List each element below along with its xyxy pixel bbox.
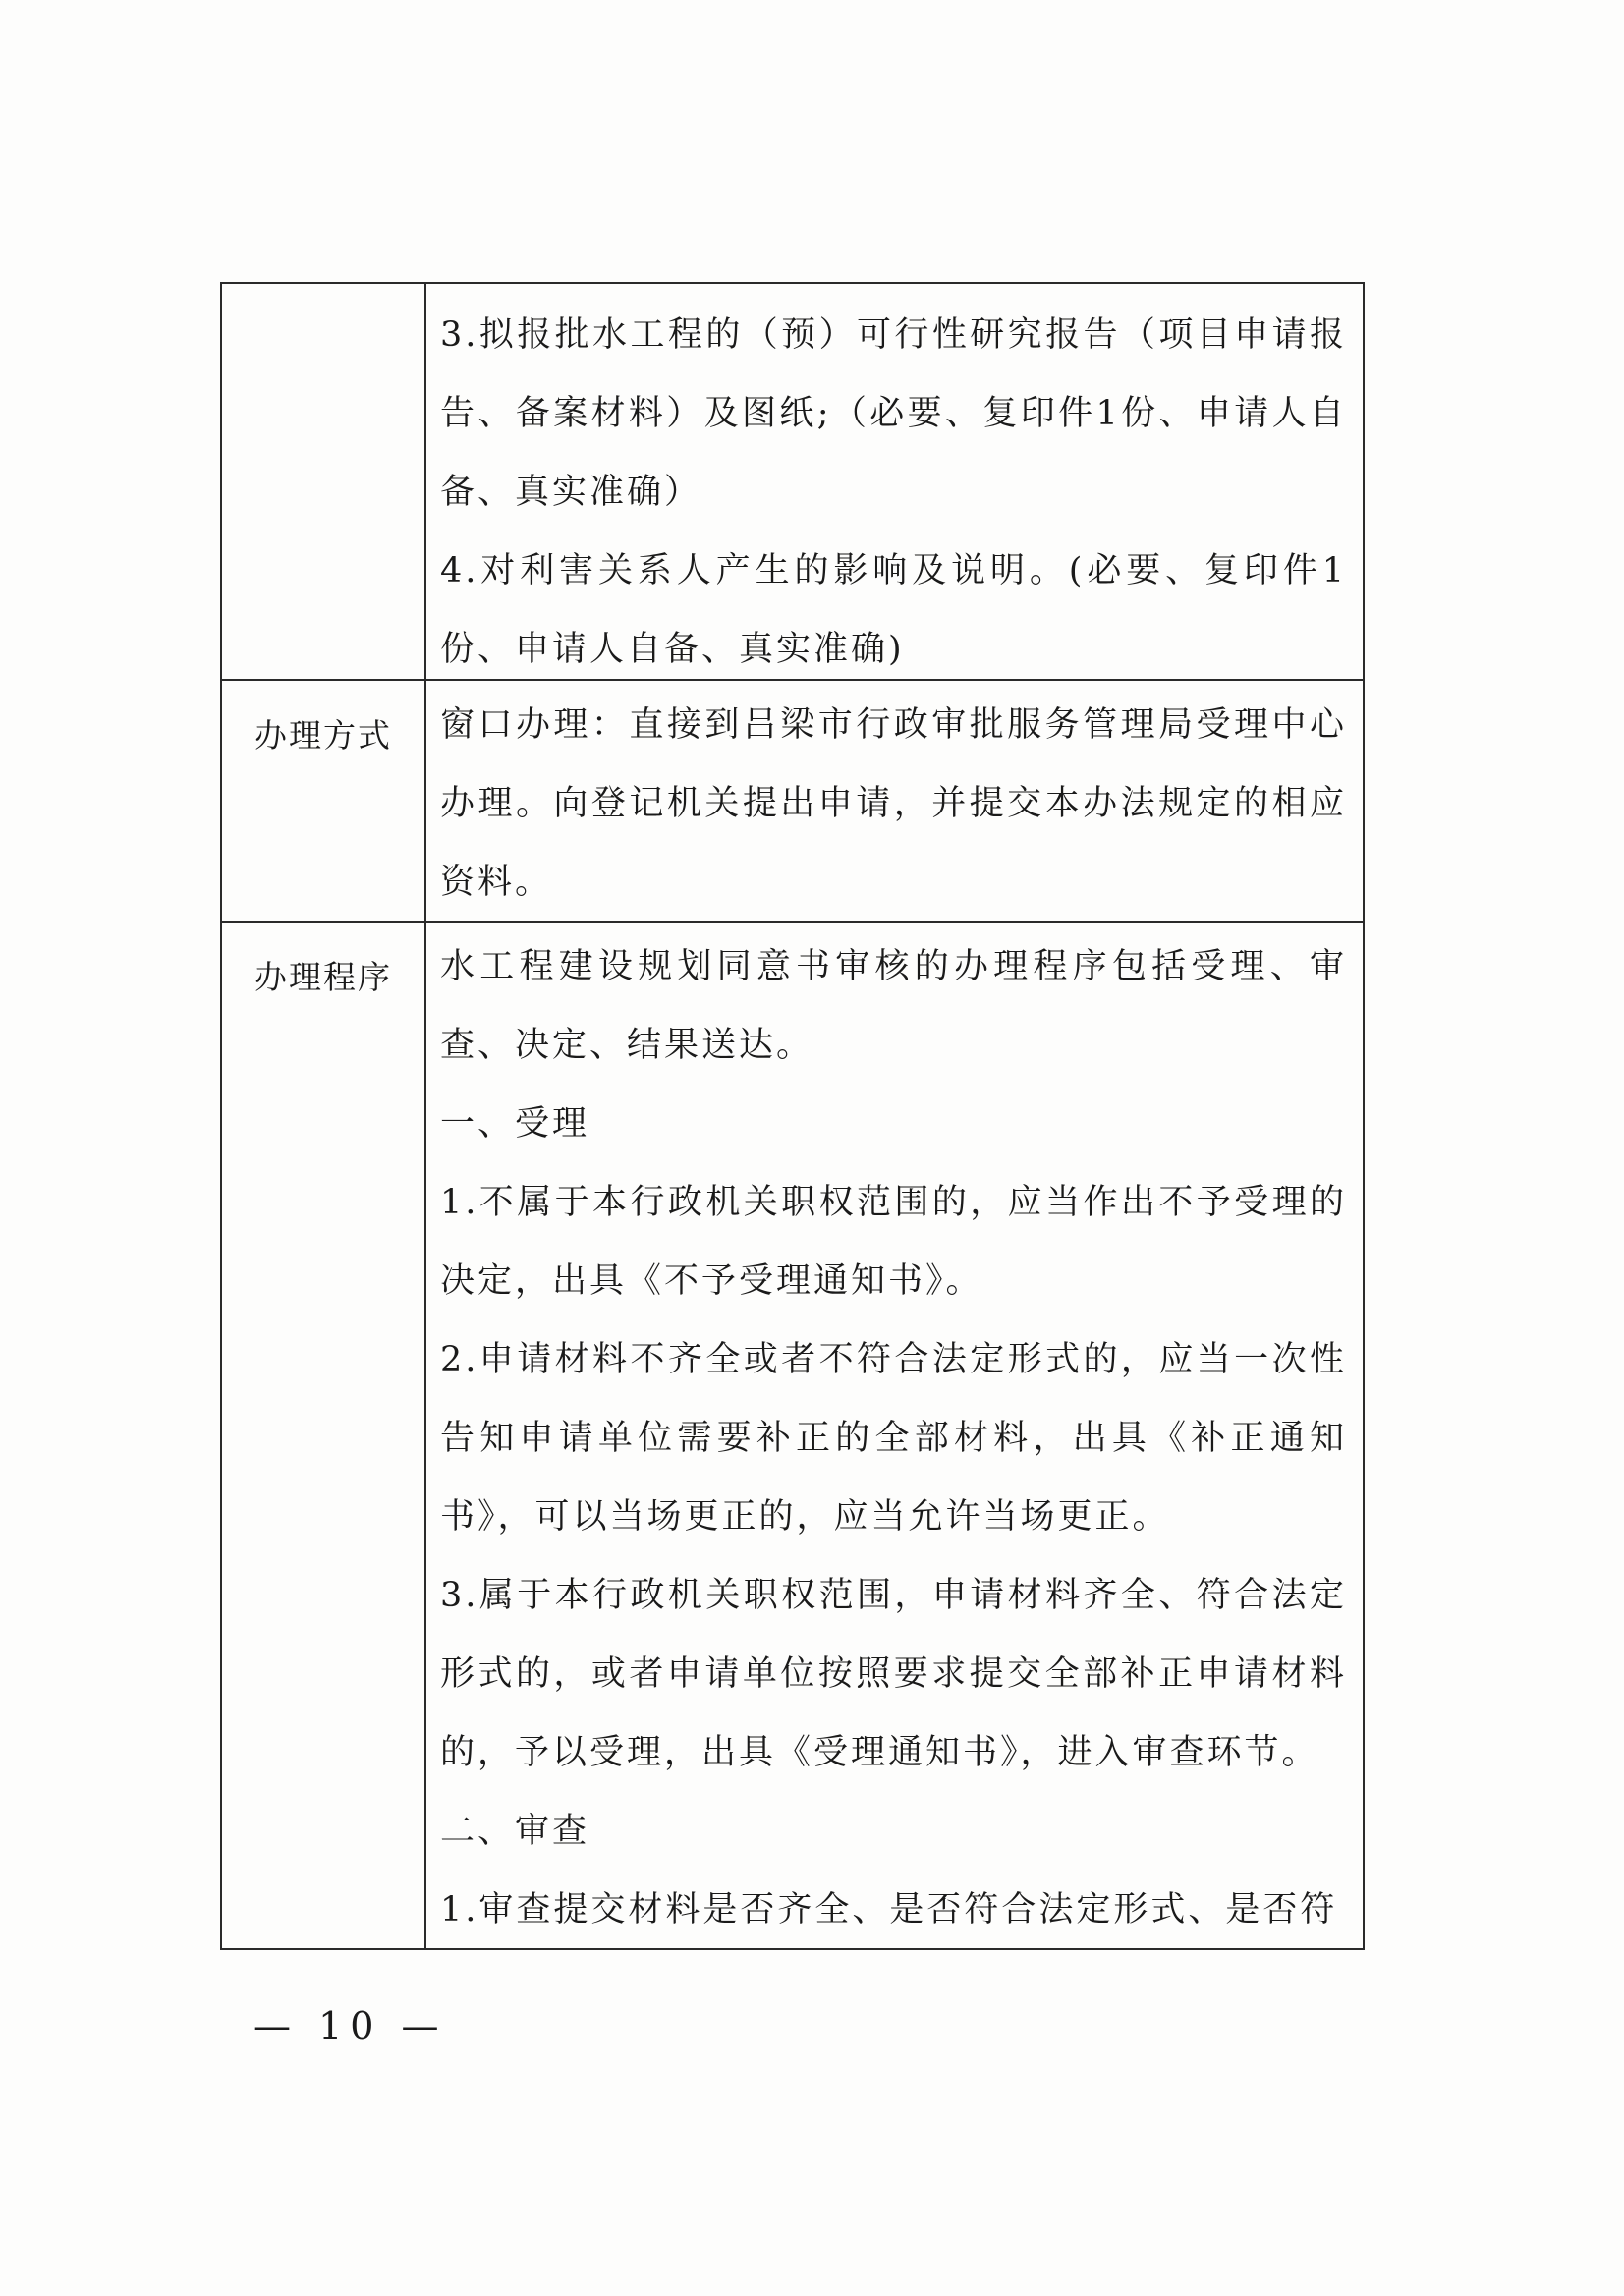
- content-paragraph: 4.对利害关系人产生的影响及说明。(必要、复印件1份、申请人自备、真实准确): [440, 551, 1347, 669]
- table-row: [222, 284, 1363, 681]
- table-row: [222, 923, 1363, 1950]
- section-heading: 一、受理: [440, 1104, 590, 1144]
- row-content: [426, 681, 1363, 921]
- content-paragraph: 3.拟报批水工程的（预）可行性研究报告（项目申请报告、备案材料）及图纸;（必要、复印件1份、申请人自备、真实准确）: [440, 315, 1347, 512]
- page-number: — 10 —: [253, 2004, 447, 2047]
- content-paragraph: 1.审查提交材料是否齐全、是否符合法定形式、是否符: [440, 1890, 1338, 1930]
- table-row: [222, 681, 1363, 923]
- row-label: [222, 284, 426, 679]
- section-heading: 二、审查: [440, 1812, 590, 1851]
- service-guide-table: [220, 282, 1365, 1950]
- row-content: [426, 284, 1363, 679]
- content-paragraph: 3.属于本行政机关职权范围，申请材料齐全、符合法定形式的，或者申请单位按照要求提交全部补正申请材料的，予以受理，出具《受理通知书》，进入审查环节。: [440, 1576, 1347, 1772]
- content-paragraph: 窗口办理：直接到吕梁市行政审批服务管理局受理中心办理。向登记机关提出申请，并提交本办法规定的相应资料。: [440, 705, 1347, 902]
- content-paragraph: 1.不属于本行政机关职权范围的，应当作出不予受理的决定，出具《不予受理通知书》。: [440, 1183, 1347, 1301]
- content-paragraph: 水工程建设规划同意书审核的办理程序包括受理、审查、决定、结果送达。: [440, 947, 1347, 1065]
- row-content: [426, 923, 1363, 1950]
- row-label: 办理程序: [222, 923, 426, 1950]
- content-paragraph: 2.申请材料不齐全或者不符合法定形式的，应当一次性告知申请单位需要补正的全部材料，出具《补正通知书》，可以当场更正的，应当允许当场更正。: [440, 1340, 1347, 1537]
- row-label: 办理方式: [222, 681, 426, 921]
